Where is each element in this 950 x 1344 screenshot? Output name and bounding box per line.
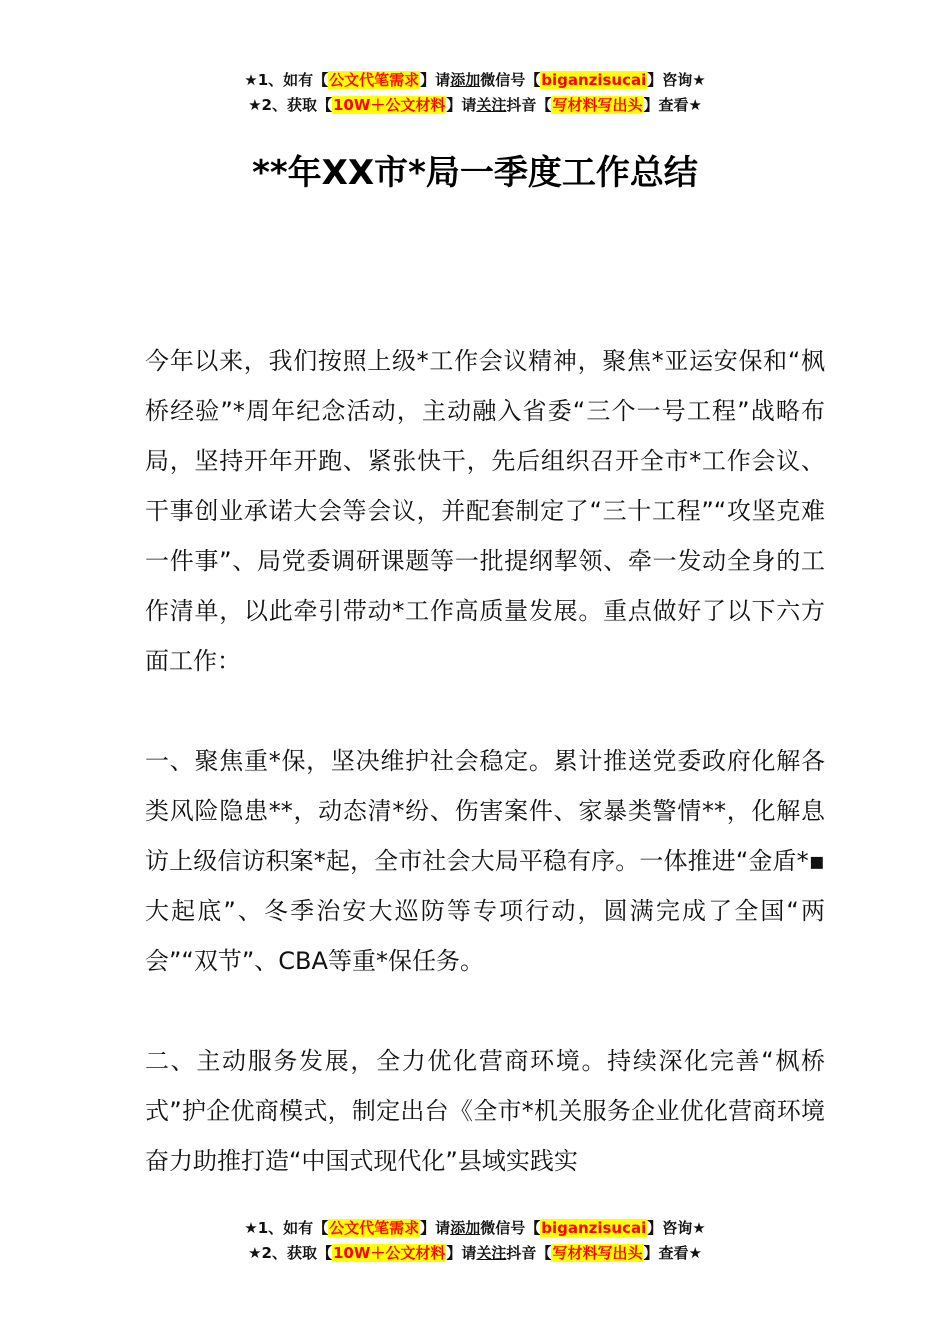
notice-text: 】查看★ [643,96,702,114]
notice-text: ★2、获取【 [248,96,332,114]
notice-text: 微信号【 [480,1219,541,1237]
notice-line-1 [0,1216,950,1241]
notice-text: ★1、如有【 [244,71,329,89]
highlight-wechat-id: biganzisucai [541,1219,647,1237]
notice-underline: 关注 [476,1244,507,1262]
notice-text: 抖音【 [506,96,552,114]
notice-text: 抖音【 [506,1244,552,1262]
paragraph-section-1: 一、聚焦重*保，坚决维护社会稳定。累计推送党委政府化解各类风险隐患**，动态清*纷、伤害案件、家暴类警情**，化解息访上级信访积案*起，全市社会大局平稳有序。一体推进“金盾*▪大起底”、冬季治安大巡防等专项行动，圆满完成了全国“两会”“双节”、CBA等重*保任务。 [145,747,825,975]
paragraph-intro: 今年以来，我们按照上级*工作会议精神，聚焦*亚运安保和“枫桥经验”*周年纪念活动，主动融入省委“三个一号工程”战略布局，坚持开年开跑、紧张快干，先后组织召开全市*工作会议、干事创业承诺大会等会议，并配套制定了“三十工程”“攻坚克难一件事”、局党委调研课题等一批提纲挈领、牵一发动全身的工作清单，以此牵引带动*工作高质量发展。重点做好了以下六方面工作： [145,347,825,675]
highlight-ghostwriting: 公文代笔需求 [329,71,420,89]
highlight-materials: 10W＋公文材料 [332,96,446,114]
highlight-ghostwriting: 公文代笔需求 [329,1219,420,1237]
notice-text: 】咨询★ [647,71,706,89]
notice-text: 】请 [446,1244,477,1262]
highlight-materials: 10W＋公文材料 [332,1244,446,1262]
notice-text: 微信号【 [480,71,541,89]
notice-line-2 [0,1241,950,1266]
notice-text: 】查看★ [643,1244,702,1262]
notice-underline: 关注 [476,96,507,114]
footer-notice [0,1216,950,1266]
paragraph-section-2: 二、主动服务发展，全力优化营商环境。持续深化完善“枫桥式”护企优商模式，制定出台《全市*机关服务企业优化营商环境奋力助推打造“中国式现代化”县域实践实 [145,1047,825,1175]
highlight-douyin-account: 写材料写出头 [552,1244,643,1262]
notice-text: 】请 [446,96,477,114]
document-title: **年XX市*局一季度工作总结 [252,153,698,193]
notice-text: ★2、获取【 [248,1244,332,1262]
notice-line-1 [0,68,950,93]
notice-text: 】请 [420,1219,451,1237]
notice-text: ★1、如有【 [244,1219,329,1237]
notice-underline: 添加 [450,1219,481,1237]
notice-text: 】咨询★ [647,1219,706,1237]
notice-underline: 添加 [450,71,481,89]
document-body [145,336,825,1236]
header-notice [0,68,950,118]
notice-text: 】请 [420,71,451,89]
notice-line-2 [0,93,950,118]
highlight-wechat-id: biganzisucai [541,71,647,89]
highlight-douyin-account: 写材料写出头 [552,96,643,114]
